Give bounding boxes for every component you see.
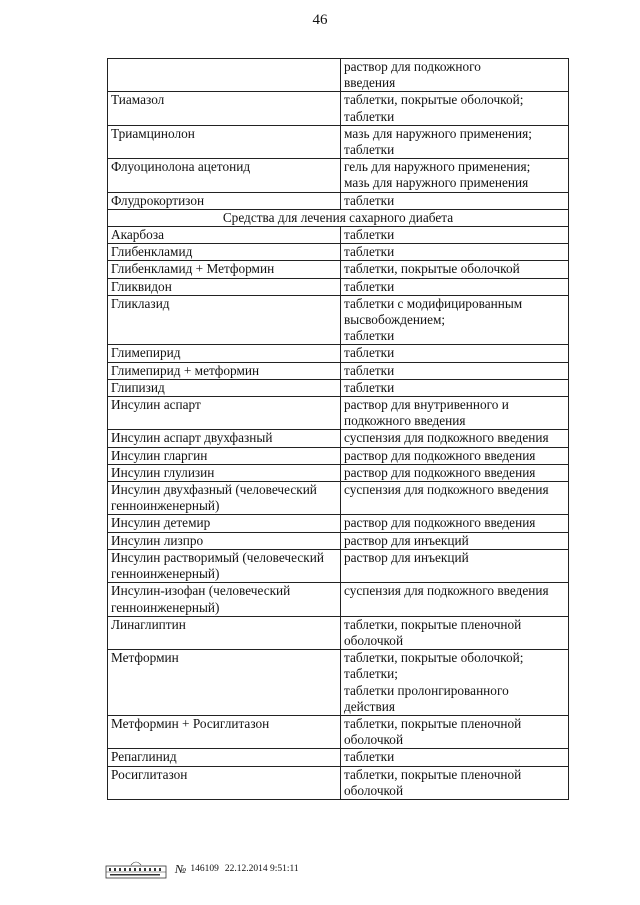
dosage-form-line: раствор для подкожного введения — [344, 464, 536, 480]
table-row — [108, 362, 569, 379]
drug-name-cell: Гликвидон — [108, 278, 341, 295]
page-number: 46 — [312, 12, 328, 28]
table-row — [108, 261, 569, 278]
dosage-form-line: таблетки — [344, 362, 395, 378]
dosage-form-line: оболочкой — [344, 632, 404, 648]
dosage-form-cell — [341, 362, 569, 379]
dosage-form-line: суспензия для подкожного введения — [344, 482, 549, 498]
drug-name-cell: Инсулин лизпро — [108, 532, 341, 549]
drug-name-cell: Инсулин растворимый (человеческий генноинженерный) — [108, 549, 341, 582]
table-row — [108, 464, 569, 481]
drug-name-cell: Метформин + Росиглитазон — [108, 715, 341, 748]
document-stamp-icon — [105, 858, 167, 880]
table-row — [108, 715, 569, 748]
drug-name-cell: Росиглитазон — [108, 766, 341, 799]
table-row — [108, 192, 569, 209]
table-row — [108, 125, 569, 158]
table-row — [108, 92, 569, 125]
dosage-form-cell — [341, 59, 569, 92]
drug-name-cell: Флуоцинолона ацетонид — [108, 159, 341, 192]
dosage-form-cell — [341, 532, 569, 549]
dosage-form-line: мазь для наружного применения; — [344, 125, 532, 141]
document-id: 146109 — [190, 864, 219, 874]
dosage-form-cell — [341, 227, 569, 244]
dosage-form-line: введения — [344, 75, 396, 91]
table-row — [108, 447, 569, 464]
dosage-form-cell — [341, 650, 569, 716]
section-title: Средства для лечения сахарного диабета — [108, 209, 569, 226]
drug-name-cell: Инсулин гларгин — [108, 447, 341, 464]
dosage-form-cell — [341, 397, 569, 430]
drug-name-cell: Гликлазид — [108, 295, 341, 345]
dosage-form-cell — [341, 715, 569, 748]
table-row — [108, 59, 569, 92]
table-row — [108, 227, 569, 244]
table-row — [108, 345, 569, 362]
drug-name-cell — [108, 59, 341, 92]
drug-name-cell: Флудрокортизон — [108, 192, 341, 209]
dosage-form-cell — [341, 125, 569, 158]
dosage-form-line: таблетки, покрытые оболочкой; — [344, 650, 524, 666]
dosage-form-line: таблетки — [344, 142, 395, 158]
dosage-form-line: таблетки пролонгированного — [344, 682, 509, 698]
dosage-form-line: таблетки — [344, 108, 395, 124]
dosage-form-cell — [341, 92, 569, 125]
table-row — [108, 532, 569, 549]
footer — [105, 858, 299, 880]
dosage-form-line: таблетки — [344, 278, 395, 294]
dosage-form-line: оболочкой — [344, 732, 404, 748]
drug-name-cell: Акарбоза — [108, 227, 341, 244]
table-row — [108, 244, 569, 261]
dosage-form-line: раствор для инъекций — [344, 549, 469, 565]
dosage-form-line: раствор для подкожного — [344, 59, 481, 74]
drug-name-cell: Инсулин детемир — [108, 515, 341, 532]
drug-name-cell: Глибенкламид — [108, 244, 341, 261]
dosage-form-cell — [341, 464, 569, 481]
dosage-form-cell — [341, 447, 569, 464]
drug-name-cell: Глипизид — [108, 379, 341, 396]
dosage-form-cell — [341, 749, 569, 766]
dosage-form-cell — [341, 244, 569, 261]
dosage-form-line: раствор для инъекций — [344, 532, 469, 548]
document-timestamp: 22.12.2014 9:51:11 — [224, 864, 299, 874]
dosage-form-line: раствор для подкожного введения — [344, 515, 536, 531]
drug-name-cell: Метформин — [108, 650, 341, 716]
dosage-form-line: мазь для наружного применения — [344, 175, 529, 191]
dosage-form-line: таблетки — [344, 749, 395, 765]
dosage-form-line: таблетки, покрытые оболочкой — [344, 261, 520, 277]
drug-name-cell: Инсулин аспарт — [108, 397, 341, 430]
table-row — [108, 650, 569, 716]
table-row — [108, 616, 569, 649]
table-row — [108, 515, 569, 532]
section-row — [108, 209, 569, 226]
dosage-form-line: раствор для внутривенного и — [344, 397, 509, 413]
drug-name-cell: Тиамазол — [108, 92, 341, 125]
dosage-form-cell — [341, 192, 569, 209]
dosage-form-line: гель для наружного применения; — [344, 159, 531, 175]
dosage-form-cell — [341, 583, 569, 616]
dosage-form-line: высвобождением; — [344, 312, 446, 328]
dosage-form-line: таблетки, покрытые пленочной — [344, 715, 522, 731]
dosage-form-cell — [341, 261, 569, 278]
table-row — [108, 159, 569, 192]
drug-name-cell: Инсулин аспарт двухфазный — [108, 430, 341, 447]
dosage-form-line: оболочкой — [344, 782, 404, 798]
dosage-form-cell — [341, 159, 569, 192]
dosage-form-line: суспензия для подкожного введения — [344, 430, 549, 446]
drug-table — [107, 58, 569, 800]
dosage-form-cell — [341, 295, 569, 345]
dosage-form-cell — [341, 278, 569, 295]
dosage-form-line: суспензия для подкожного введения — [344, 583, 549, 599]
dosage-form-line: таблетки — [344, 328, 395, 344]
drug-name-cell: Инсулин-изофан (человеческий генноинженерный) — [108, 583, 341, 616]
dosage-form-line: подкожного введения — [344, 413, 466, 429]
table-body — [108, 59, 569, 800]
dosage-form-cell — [341, 482, 569, 515]
drug-name-cell: Инсулин двухфазный (человеческий генноинженерный) — [108, 482, 341, 515]
dosage-form-cell — [341, 345, 569, 362]
dosage-form-line: таблетки — [344, 192, 395, 208]
drug-name-cell: Репаглинид — [108, 749, 341, 766]
dosage-form-cell — [341, 616, 569, 649]
dosage-form-line: таблетки, покрытые оболочкой; — [344, 92, 524, 108]
number-sign: № — [175, 861, 187, 876]
table-row — [108, 749, 569, 766]
dosage-form-line: таблетки — [344, 244, 395, 260]
table-row — [108, 397, 569, 430]
dosage-form-line: таблетки, покрытые пленочной — [344, 766, 522, 782]
dosage-form-line: таблетки — [344, 345, 395, 361]
dosage-form-line: таблетки; — [344, 666, 398, 682]
table-row — [108, 482, 569, 515]
dosage-form-line: действия — [344, 698, 396, 714]
table-row — [108, 583, 569, 616]
dosage-form-cell — [341, 379, 569, 396]
dosage-form-line: таблетки, покрытые пленочной — [344, 616, 522, 632]
table-row — [108, 295, 569, 345]
table-row — [108, 549, 569, 582]
dosage-form-line: таблетки с модифицированным — [344, 295, 523, 311]
table-row — [108, 766, 569, 799]
dosage-form-line: таблетки — [344, 379, 395, 395]
drug-name-cell: Глибенкламид + Метформин — [108, 261, 341, 278]
dosage-form-cell — [341, 430, 569, 447]
dosage-form-line: таблетки — [344, 227, 395, 243]
dosage-form-cell — [341, 766, 569, 799]
dosage-form-cell — [341, 515, 569, 532]
drug-name-cell: Линаглиптин — [108, 616, 341, 649]
drug-name-cell: Инсулин глулизин — [108, 464, 341, 481]
drug-name-cell: Глимепирид — [108, 345, 341, 362]
table-row — [108, 430, 569, 447]
dosage-form-line: раствор для подкожного введения — [344, 447, 536, 463]
table-row — [108, 278, 569, 295]
drug-name-cell: Триамцинолон — [108, 125, 341, 158]
dosage-form-cell — [341, 549, 569, 582]
drug-name-cell: Глимепирид + метформин — [108, 362, 341, 379]
table-row — [108, 379, 569, 396]
